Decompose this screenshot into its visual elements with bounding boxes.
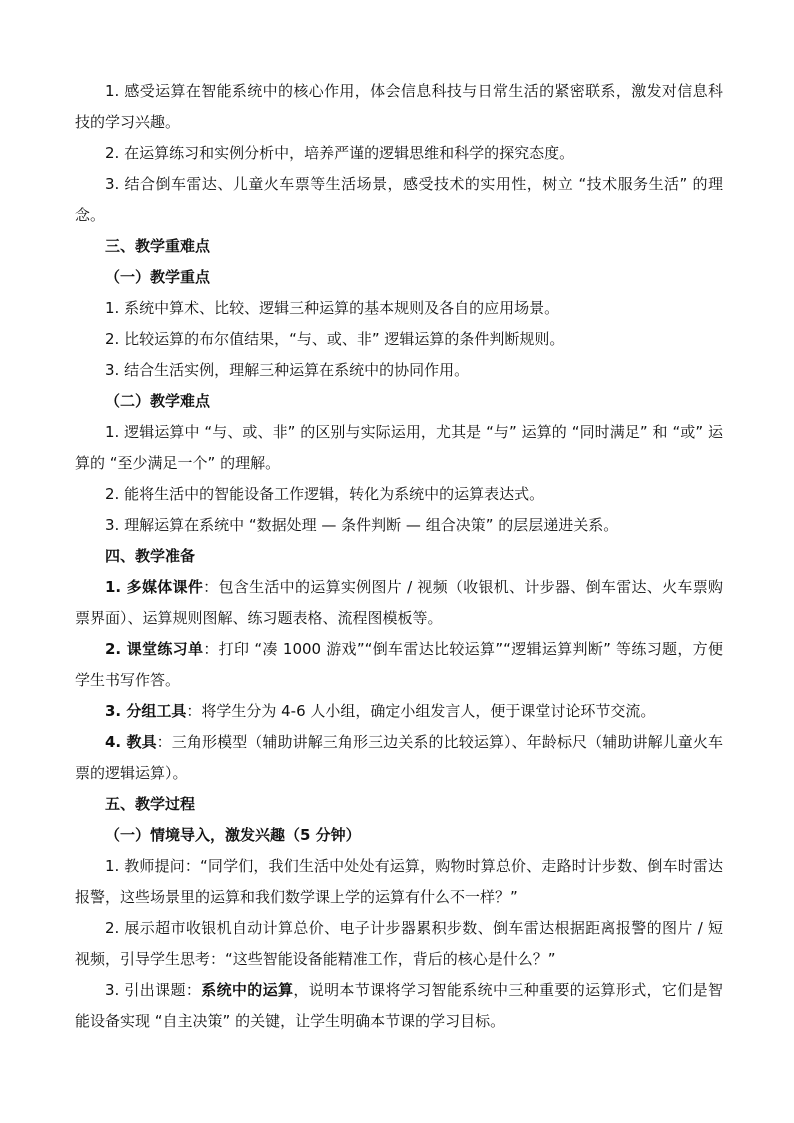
section-heading: 五、教学过程 — [105, 795, 196, 813]
paragraph-text: ：打印 “凑 1000 游戏”“倒车雷达比较运算”“逻辑运算判断” 等练习题，方便学生书写作答。 — [75, 640, 724, 689]
paragraph-label: 1. 多媒体课件 — [105, 578, 204, 596]
subsection-heading: （一）情境导入，激发兴趣（5 分钟） — [105, 826, 361, 844]
paragraph — [75, 727, 723, 789]
paragraph-label: 4. 教具 — [105, 733, 157, 751]
subsection-heading: （一）教学重点 — [105, 268, 211, 286]
paragraph: 2. 能将生活中的智能设备工作逻辑，转化为系统中的运算表达式。 — [105, 485, 545, 503]
paragraph: 2. 在运算练习和实例分析中，培养严谨的逻辑思维和科学的探究态度。 — [105, 144, 575, 162]
course-title: 系统中的运算 — [201, 981, 294, 999]
paragraph-text: ：包含生活中的运算实例图片 / 视频（收银机、计步器、倒车雷达、火车票购票界面）、运算规则图解、练习题表格、流程图模板等。 — [75, 578, 724, 627]
paragraph: 1. 逻辑运算中 “与、或、非” 的区别与实际运用，尤其是 “与” 运算的 “同时满足” 和 “或” 运算的 “至少满足一个” 的理解。 — [75, 423, 723, 472]
paragraph: 1. 教师提问：“同学们，我们生活中处处有运算，购物时算总价、走路时计步数、倒车时雷达报警，这些场景里的运算和我们数学课上学的运算有什么不一样？” — [75, 857, 723, 906]
paragraph-text: 3. 引出课题： — [105, 981, 202, 999]
paragraph-text: ：三角形模型（辅助讲解三角形三边关系的比较运算）、年龄标尺（辅助讲解儿童火车票的逻辑运算）。 — [75, 733, 723, 782]
paragraph-label: 3. 分组工具 — [105, 702, 187, 720]
paragraph: 3. 结合生活实例，理解三种运算在系统中的协同作用。 — [105, 361, 470, 379]
paragraph: 1. 系统中算术、比较、逻辑三种运算的基本规则及各自的应用场景。 — [105, 299, 560, 317]
paragraph-text: ：将学生分为 4-6 人小组，确定小组发言人，便于课堂讨论环节交流。 — [186, 702, 656, 720]
subsection-heading: （二）教学难点 — [105, 392, 211, 410]
paragraph-label: 2. 课堂练习单 — [105, 640, 204, 658]
paragraph — [75, 572, 723, 634]
document-body — [75, 76, 723, 1037]
section-heading: 三、教学重难点 — [105, 237, 211, 255]
paragraph: 3. 理解运算在系统中 “数据处理 — 条件判断 — 组合决策” 的层层递进关系。 — [105, 516, 619, 534]
paragraph — [75, 696, 723, 727]
paragraph-text: ，说明本节课将学习智能系统中三种重要的运算形式，它们是智能设备实现 “自主决策” 的关键，让学生明确本节课的学习目标。 — [75, 981, 723, 1030]
section-heading: 四、教学准备 — [105, 547, 196, 565]
paragraph — [75, 634, 723, 696]
paragraph: 2. 展示超市收银机自动计算总价、电子计步器累积步数、倒车雷达根据距离报警的图片 / 短视频，引导学生思考：“这些智能设备能精准工作，背后的核心是什么？” — [75, 919, 723, 968]
paragraph — [75, 975, 723, 1037]
paragraph: 2. 比较运算的布尔值结果，“与、或、非” 逻辑运算的条件判断规则。 — [105, 330, 565, 348]
paragraph: 3. 结合倒车雷达、儿童火车票等生活场景，感受技术的实用性，树立 “技术服务生活” 的理念。 — [75, 175, 723, 224]
paragraph: 1. 感受运算在智能系统中的核心作用，体会信息科技与日常生活的紧密联系，激发对信息科技的学习兴趣。 — [75, 82, 723, 131]
